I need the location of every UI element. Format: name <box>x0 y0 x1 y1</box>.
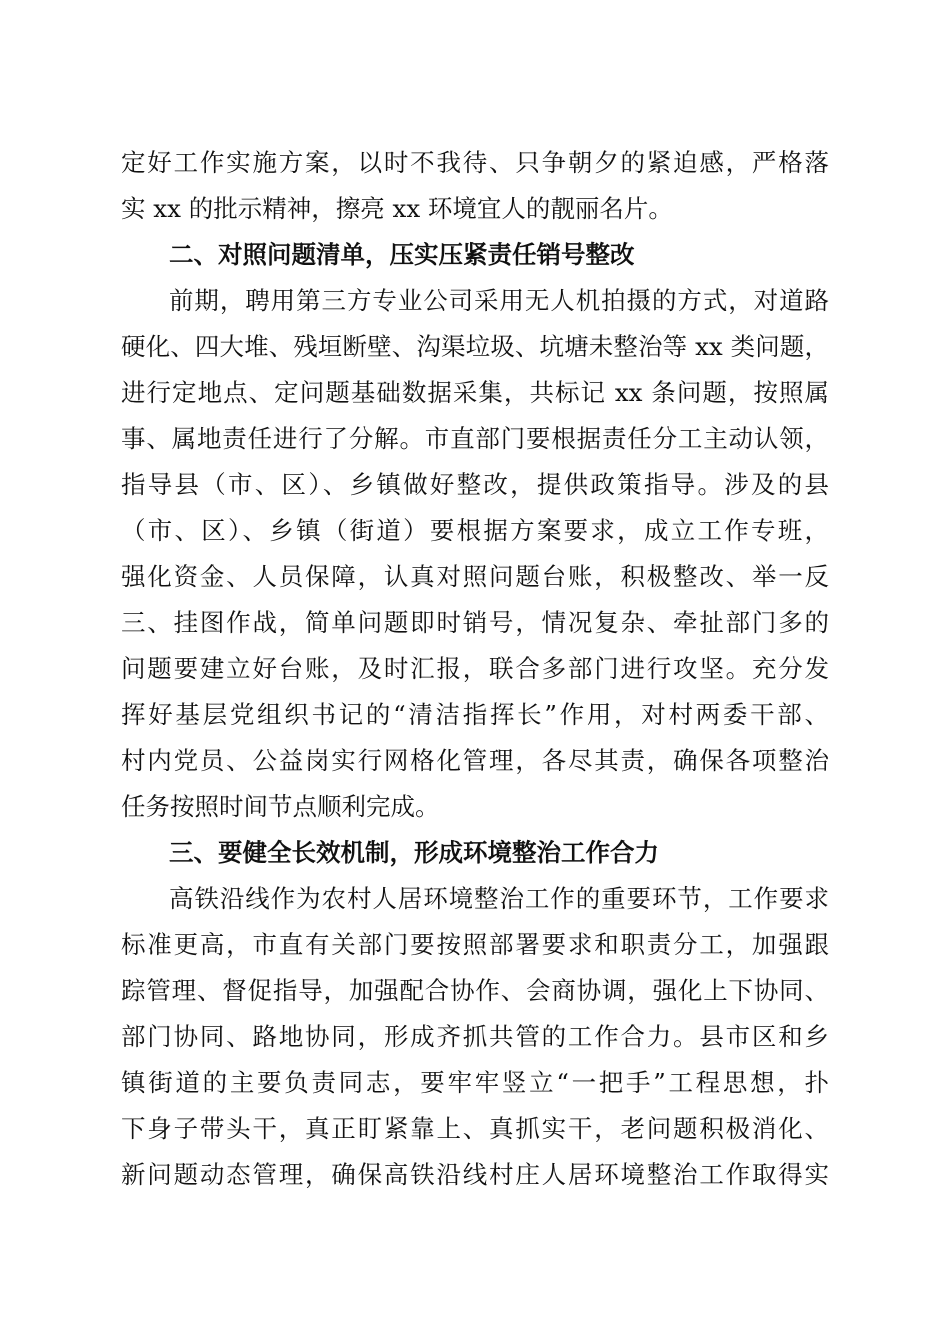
section-2-line: 三、挂图作战，简单问题即时销号，情况复杂、牵扯部门多的 <box>121 608 829 637</box>
section-2-line: 指导县（市、区）、乡镇做好整改，提供政策指导。涉及的县 <box>121 470 829 499</box>
section-3-heading: 三、要健全长效机制，形成环境整治工作合力 <box>169 838 659 867</box>
section-3-line: 踪管理、督促指导，加强配合协作、会商协调，强化上下协同、 <box>121 976 829 1005</box>
intro-line-1: 定好工作实施方案，以时不我待、只争朝夕的紧迫感，严格落 <box>121 148 829 177</box>
section-2-line: 前期，聘用第三方专业公司采用无人机拍摄的方式，对道路 <box>169 286 829 315</box>
section-2-line: 进行定地点、定问题基础数据采集，共标记 xx 条问题，按照属 <box>121 378 829 407</box>
section-2-line: （市、区）、乡镇（街道）要根据方案要求，成立工作专班， <box>121 516 829 545</box>
section-3-line: 新问题动态管理，确保高铁沿线村庄人居环境整治工作取得实 <box>121 1160 829 1189</box>
section-3-line: 镇街道的主要负责同志，要牢牢竖立“一把手”工程思想，扑 <box>121 1068 829 1097</box>
section-2-line: 事、属地责任进行了分解。市直部门要根据责任分工主动认领， <box>121 424 829 453</box>
section-3-line: 部门协同、路地协同，形成齐抓共管的工作合力。县市区和乡 <box>121 1022 829 1051</box>
section-2-line: 强化资金、人员保障，认真对照问题台账，积极整改、举一反 <box>121 562 829 591</box>
intro-line-2: 实 xx 的批示精神，擦亮 xx 环境宜人的靓丽名片。 <box>121 194 673 223</box>
section-2-line: 挥好基层党组织书记的“清洁指挥长”作用，对村两委干部、 <box>121 700 829 729</box>
section-2-line: 村内党员、公益岗实行网格化管理，各尽其责，确保各项整治 <box>121 746 829 775</box>
section-2-line: 硬化、四大堆、残垣断壁、沟渠垃圾、坑塘未整治等 xx 类问题， <box>121 332 829 361</box>
section-3-line: 下身子带头干，真正盯紧靠上、真抓实干，老问题积极消化、 <box>121 1114 829 1143</box>
section-3-line: 标准更高，市直有关部门要按照部署要求和职责分工，加强跟 <box>121 930 829 959</box>
section-2-heading: 二、对照问题清单，压实压紧责任销号整改 <box>169 240 635 269</box>
section-2-line: 问题要建立好台账，及时汇报，联合多部门进行攻坚。充分发 <box>121 654 829 683</box>
section-3-line: 高铁沿线作为农村人居环境整治工作的重要环节，工作要求 <box>169 884 829 913</box>
section-2-line: 任务按照时间节点顺利完成。 <box>121 792 440 821</box>
